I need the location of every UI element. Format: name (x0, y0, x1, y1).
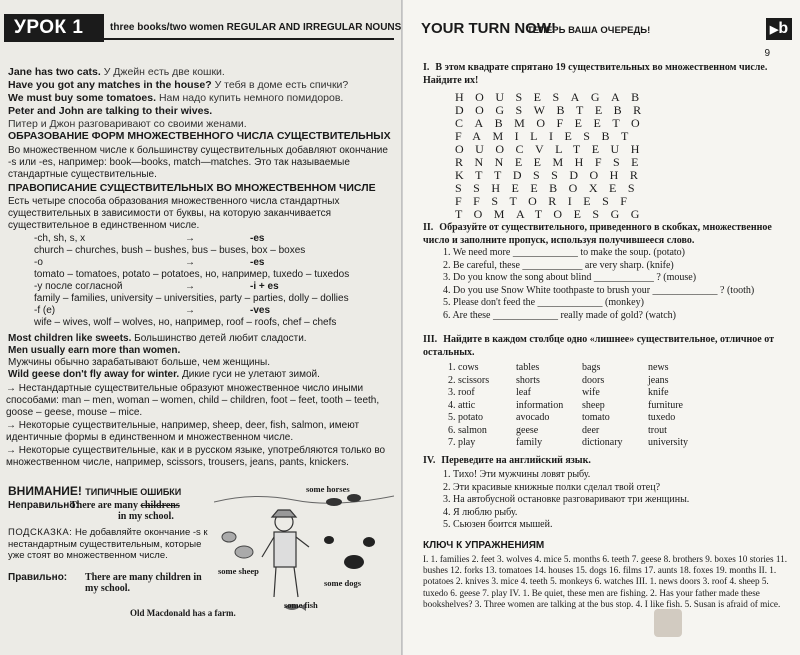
your-turn-subtitle: ТЕПЕРЬ ВАША ОЧЕРЕДЬ! (527, 25, 651, 36)
dog-shapes (324, 536, 375, 569)
bullet-arrow-icon: → (6, 445, 16, 456)
your-turn-header (403, 20, 800, 46)
intro-line: Peter and John are talking to their wives. (8, 105, 213, 117)
table-row: 6. salmon geese deer trout (448, 424, 667, 436)
example-line: Мужчины обычно зарабатывают больше, чем женщины. (8, 357, 270, 368)
wrong-label: Неправильно: (8, 500, 79, 511)
table-row: 3. roof leaf wife knife (448, 387, 669, 398)
grid-row: TOMATOESGG (455, 207, 651, 221)
example-line: Most children like sweets. Большинство детей любит сладости. (8, 333, 307, 344)
rule-result: -es (250, 257, 265, 268)
rule-example: church – churches, bush – bushes, bus – buses, box – boxes (34, 245, 306, 256)
task-4: IV. Переведите на английский язык. (423, 455, 591, 466)
task-2: II. Образуйте от существительного, приведенного в скобках, множественное число и заполните пропуск, используя получившееся слово. (423, 222, 772, 246)
bullet-irregular: → Нестандартные существительные образуют множественное число иными способами: man – men, woman – women, child – children, foot – feet, tooth – teeth, goose – geese, mouse – mice. (6, 383, 380, 418)
rule-ending: -ch, sh, s, x (34, 233, 86, 244)
header-rule (104, 38, 394, 40)
rule-arrow: → (185, 233, 195, 244)
rule-example: tomato – tomatoes, potato – potatoes, но, например, tuxedo – tuxedos (34, 269, 350, 280)
label-horses: some horses (306, 484, 350, 494)
heading-spelling: ПРАВОПИСАНИЕ СУЩЕСТВИТЕЛЬНЫХ ВО МНОЖЕСТВЕННОМ ЧИСЛЕ (8, 182, 376, 194)
label-dogs: some dogs (324, 578, 362, 588)
intro-block (8, 66, 393, 131)
task-2-item: 6. Are these _____________ really made of gold? (watch) (443, 309, 676, 321)
task-2-item: 1. We need more _____________ to make the soup. (potato) (443, 247, 686, 258)
rule-example: wife – wives, wolf – wolves, но, например, roof – roofs, chef – chefs (34, 317, 337, 328)
intro-line: We must buy some tomatoes. Нам надо купить немного помидоров. (8, 92, 344, 104)
publisher-logo-icon (654, 609, 682, 637)
table-row: 1. cows tables bags news (448, 362, 669, 373)
your-turn-title: YOUR TURN NOW! (421, 20, 556, 37)
label-sheep: some sheep (218, 566, 259, 576)
task-4-item: 4. Я люблю рыбу. (443, 506, 518, 518)
word-search-grid (455, 90, 653, 220)
rule-ending: -y после согласной (34, 281, 123, 292)
lesson-badge: УРОК 1 (4, 14, 104, 42)
heading-plural-formation: ОБРАЗОВАНИЕ ФОРМ МНОЖЕСТВЕННОГО ЧИСЛА СУЩЕСТВИТЕЛЬНЫХ (8, 130, 391, 142)
bullet-arrow-icon: → (6, 420, 16, 431)
task-2-item: 5. Please don't feed the _____________ (monkey) (443, 297, 644, 308)
grid-row: SSHEEBOXES (455, 181, 647, 195)
right-example: There are many children in my school. (85, 572, 202, 594)
task-2-item: 4. Do you use Snow White toothpaste to brush your _____________ ? (tooth) (443, 284, 755, 296)
sheep-shapes (222, 532, 253, 558)
wrong-example: There are many childrens in my school. (70, 500, 180, 522)
lesson-header (0, 14, 403, 42)
answer-key-text: I. 1. families 2. feet 3. wolves 4. mice 5. months 6. teeth 7. geese 8. brothers 9. boxes 10 stories 11. bushes 12. forks 13. tomatoes 14. houses 15. dogs 16. films 17. aunts 18. foxes 19. months II. 1. potatoes 2. knives 3. mice 4. teeth 5. monkeys 6. watches III. 1. news doors 3. roof 4. sheep 5. tuxedo 6. geese 7. play IV. 1. Be quiet, these men are fishing. 2. Has your father made these bookshelves? 3. Three women are talking at the bus stop. 4. I like fish. 5. Susan is afraid of mice. (423, 554, 788, 609)
odd-one-out-table (448, 362, 728, 450)
intro-line: Have you got any matches in the house? У тебя в доме есть спички? (8, 79, 349, 91)
horse-shapes (326, 494, 361, 506)
table-row: 2. scissors shorts doors jeans (448, 374, 669, 386)
answer-key-title: КЛЮЧ К УПРАЖНЕНИЯМ (423, 540, 545, 551)
grid-row: HOUSESAGAB (455, 90, 651, 104)
intro-line: Питер и Джон разговаривают со своими женами. (8, 118, 247, 130)
table-row: 5. potato avocado tomato tuxedo (448, 412, 676, 423)
section-badge: ▶b (766, 18, 792, 40)
play-arrow-icon: ▶ (769, 24, 779, 36)
farmer-figure (262, 510, 309, 597)
example-line: Men usually earn more than women. (8, 345, 181, 356)
rule-result: -ves (250, 305, 271, 316)
rule-ending: -f (e) (34, 305, 56, 316)
rule-arrow: → (185, 257, 195, 268)
task-4-items (443, 469, 788, 532)
task-2-item: 2. Be careful, these ____________ are very sharp. (knife) (443, 259, 674, 271)
task-3: III. Найдите в каждом столбце одно «лишнее» существительное, отличное от остальных. (423, 334, 775, 358)
task-2-item: 3. Do you know the song about blind ____________ ? (mouse) (443, 272, 697, 283)
task-4-item: 2. Эти красивые книжные полки сделал твой отец? (443, 481, 661, 493)
paragraph-spelling: Есть четыре способа образования множественного числа стандартных существительных в зависимости от буквы, на которую заканчивается существительное в единственном числе. (8, 196, 340, 231)
bullet-identical: → Некоторые существительные, например, sheep, deer, fish, salmon, имеют идентичные формы в единственном и множественном числе. (6, 420, 360, 443)
page-number: 9 (764, 48, 770, 59)
right-page (403, 0, 800, 655)
bullet-plural-only: → Некоторые существительные, как и в русском языке, употребляются только во множественном числе, например, scissors, trousers, jeans, pants, knickers. (6, 445, 386, 468)
grid-row: KTTDSSDOHR (455, 168, 650, 182)
rule-ending: -o (34, 257, 43, 268)
lesson-subtitle: three books/two women REGULAR AND IRREGULAR NOUNS (110, 22, 402, 33)
task-4-item: 5. Сьюзен боится мышей. (443, 519, 553, 530)
examples-block (8, 333, 393, 381)
attention-title: ВНИМАНИЕ! ТИПИЧНЫЕ ОШИБКИ (8, 484, 182, 498)
task-4-item: 3. На автобусной остановке разговаривают три женщины. (443, 494, 690, 505)
grid-row: RNNEEMHFSE (455, 155, 651, 169)
example-line: Wild geese don't fly away for winter. Дикие гуси не улетают зимой. (8, 369, 320, 380)
grid-row: OUOCVLTEUH (455, 142, 651, 156)
task-1: I. В этом квадрате спрятано 19 существительных во множественном числе. Найдите их! (423, 62, 768, 86)
illustration-caption: Old Macdonald has a farm. (130, 608, 236, 618)
table-row: 7. play family dictionary university (448, 437, 688, 448)
task-4-item: 1. Тихо! Эти мужчины ловят рыбу. (443, 469, 591, 480)
rule-result: -es (250, 233, 265, 244)
bullet-arrow-icon: → (6, 383, 16, 394)
hint: ПОДСКАЗКА: Не добавляйте окончание -s к нестандартным существительным, которые уже стоят во множественном числе. (8, 527, 208, 561)
intro-line: Jane has two cats. У Джейн есть две кошки. (8, 66, 225, 78)
label-fish: some fish (284, 600, 318, 610)
rule-arrow: → (185, 281, 195, 292)
grid-row: FFSTORIESF (455, 194, 639, 208)
rule-example: family – families, university – universities, party – parties, dolly – dollies (34, 293, 349, 304)
rule-arrow: → (185, 305, 195, 316)
grid-row: DOGSWBTEBR (455, 103, 653, 117)
paragraph-plural-formation: Во множественном числе к большинству существительных добавляют окончание -s или -es, например: book—books, match—matches. Это так называемые стандартные существительные. (8, 145, 388, 180)
table-row: 4. attic information sheep furniture (448, 399, 683, 411)
right-label: Правильно: (8, 572, 68, 583)
farm-illustration (214, 482, 394, 622)
rule-result: -i + es (250, 281, 279, 292)
grid-row: CABMOFEETO (455, 116, 652, 130)
task-2-items (443, 247, 788, 322)
grid-row: FAMILIESBT (455, 129, 640, 143)
